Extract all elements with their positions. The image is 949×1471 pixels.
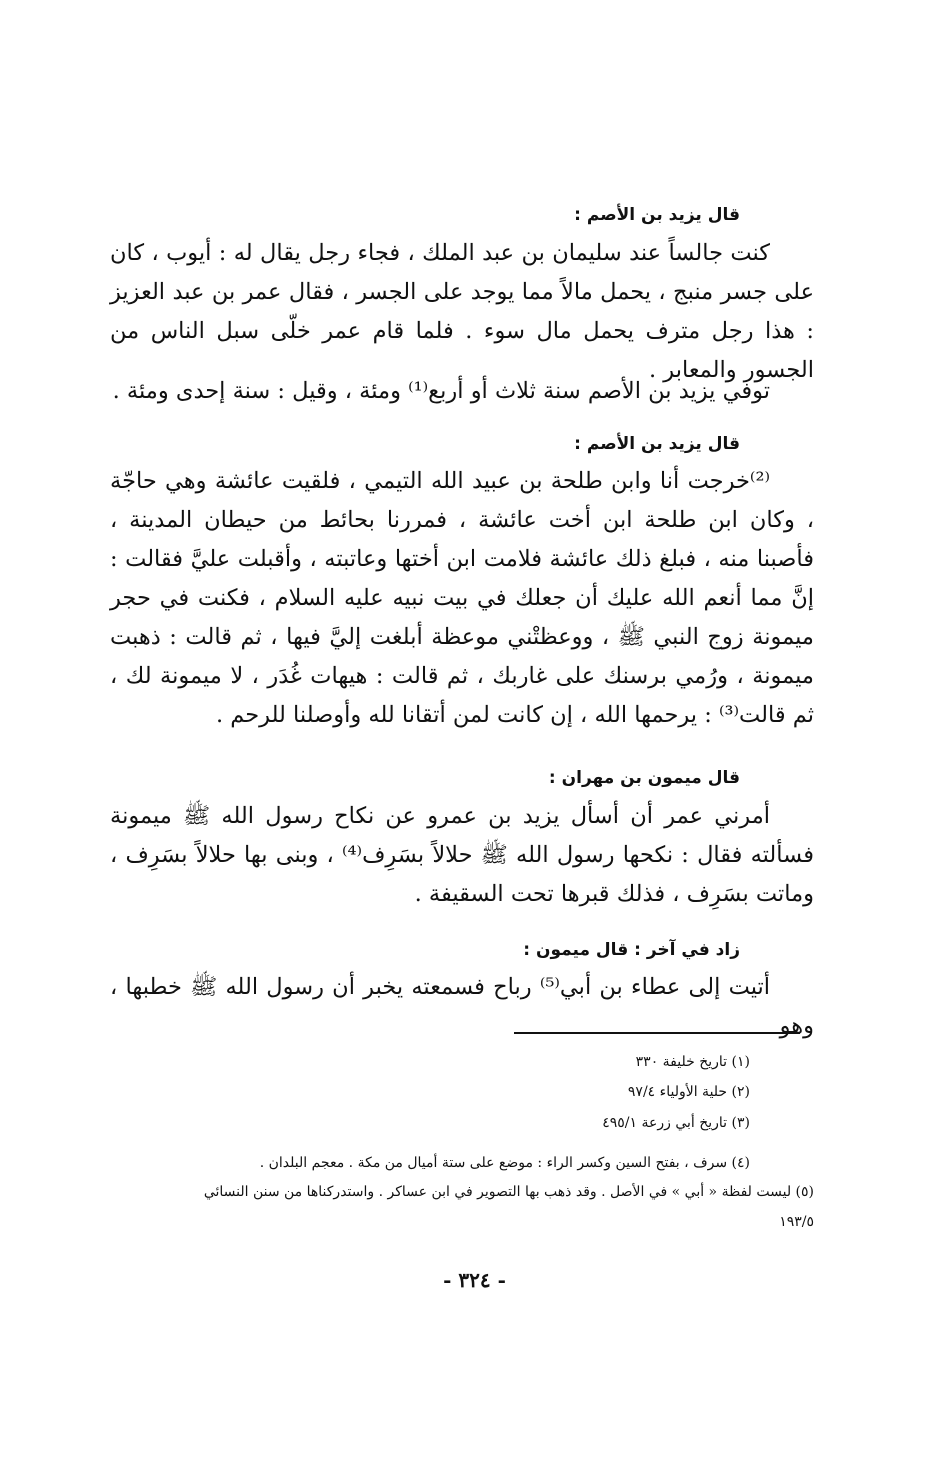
- paragraph: [110, 234, 814, 390]
- footnote-4: (٤) سرف ، بفتح السين وكسر الراء : موضع على ستة أميال من مكة . معجم البلدان .: [259, 1155, 750, 1171]
- paragraph: [110, 462, 814, 735]
- paragraph-text: توفي يزيد بن الأصم سنة ثلاث أو أربع⁽¹⁾ ومئة ، وقيل : سنة إحدى ومئة .: [112, 378, 770, 404]
- footnote-5-continuation: ١٩٣/٥: [779, 1214, 814, 1230]
- footnote-5: (٥) ليست لفظة « أبي » في الأصل . وقد ذهب بها التصوير في ابن عساكر . واستدركناها من سنن النسائي: [203, 1184, 814, 1200]
- footnote-3: (٣) تاريخ أبي زرعة ٤٩٥/١: [602, 1115, 750, 1131]
- paragraph-text: أتيت إلى عطاء بن أبي⁽⁵⁾ رباح فسمعته يخبر أن رسول الله ﷺ خطبها ، وهو: [110, 974, 814, 1039]
- paragraph: [110, 968, 814, 1046]
- section-heading: قال ميمون بن مهران :: [548, 768, 740, 788]
- paragraph: [110, 797, 814, 914]
- paragraph-text: كنت جالساً عند سليمان بن عبد الملك ، فجاء رجل يقال له : أيوب ، كان على جسر منبج ، يحمل مالاً مما يوجد على الجسر ، فقال عمر بن عبد العزيز : هذا رجل مترف يحمل مال سوء . فلما قام عمر خلّى سبل الناس من الجسور والمعابر .: [110, 240, 814, 383]
- paragraph: [110, 372, 814, 411]
- page-number: - ٣٢٤ -: [443, 1268, 506, 1292]
- section-heading: قال يزيد بن الأصم :: [574, 434, 740, 454]
- paragraph-text: أمرني عمر أن أسأل يزيد بن عمرو عن نكاح رسول الله ﷺ ميمونة فسألته فقال : نكحها رسول الله ﷺ حلالاً بسَرِف⁽⁴⁾ ، وبنى بها حلالاً بسَرِف ، وماتت بسَرِف ، فذلك قبرها تحت السقيفة .: [110, 803, 814, 907]
- footnote-separator: [514, 1032, 800, 1034]
- footnote-2: (٢) حلية الأولياء ٩٧/٤: [627, 1084, 750, 1100]
- section-heading: زاد في آخر : قال ميمون :: [523, 940, 740, 960]
- section-heading: قال يزيد بن الأصم :: [574, 205, 740, 225]
- footnote-1: (١) تاريخ خليفة ٣٣٠: [635, 1054, 750, 1070]
- paragraph-text: ⁽²⁾خرجت أنا وابن طلحة بن عبيد الله التيمي ، فلقيت عائشة وهي حاجّة ، وكان ابن طلحة ابن أخت عائشة ، فمررنا بحائط من حيطان المدينة ، فأصبنا منه ، فبلغ ذلك عائشة فلامت ابن أختها وعاتبته ، وأقبلت عليَّ فقالت : إنَّ مما أنعم الله عليك أن جعلك في بيت نبيه عليه السلام ، فكنت في حجر ميمونة زوج النبي ﷺ ، ووعظتْني موعظة أبلغت إليَّ فيها ، ثم قالت : ذهبت ميمونة ، ورُمي برسنك على غاربك ، ثم قالت : هيهات غُدَر ، لا ميمونة لك ، ثم قالت⁽³⁾ : يرحمها الله ، إن كانت لمن أتقانا لله وأوصلنا للرحم .: [110, 468, 814, 728]
